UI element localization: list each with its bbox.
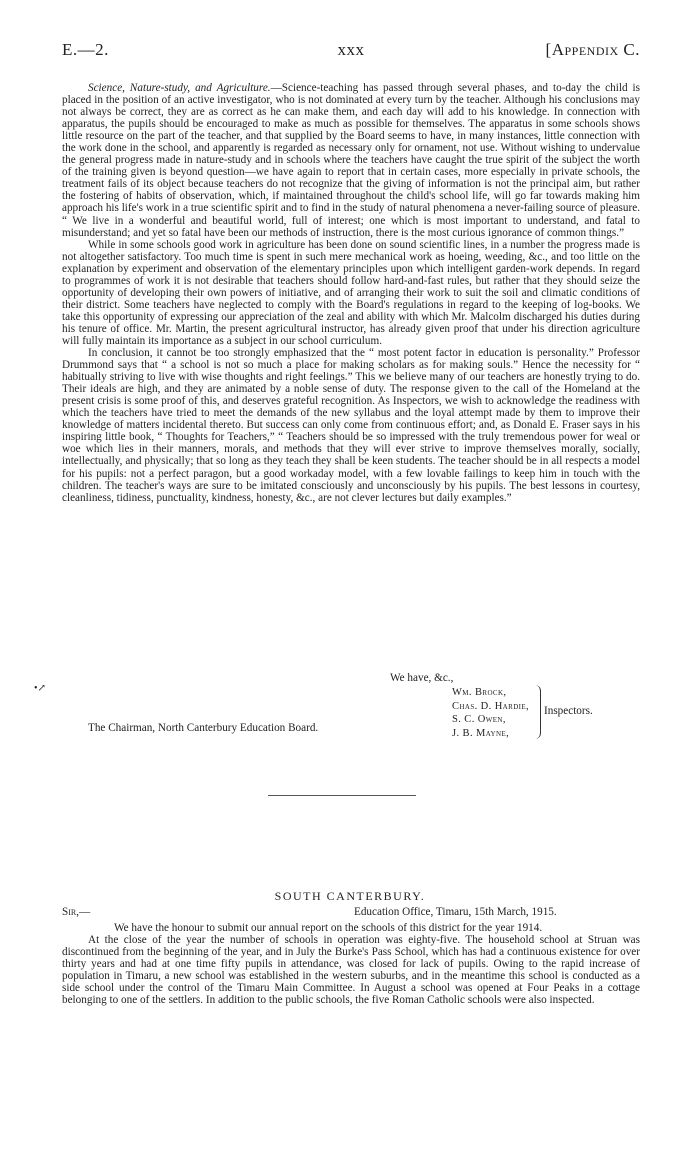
addressee: The Chairman, North Canterbury Education Board. xyxy=(88,722,319,734)
science-lead: Science, Nature-study, and Agriculture. xyxy=(88,82,271,94)
signatory-name: Wm. Brock, xyxy=(452,687,507,698)
science-paragraph xyxy=(62,82,640,239)
section-title: SOUTH CANTERBURY. xyxy=(274,889,426,903)
signatory-name: J. B. Mayne, xyxy=(452,727,510,739)
header-right: [Appendix C. xyxy=(545,40,640,59)
signatory-role: Inspectors. xyxy=(544,705,593,717)
science-text: —Science-teaching has passed through several phases, and to-day the child is placed in the position of an active investigator, who is not dominated at every turn by the teacher. Although his conclusions may not always be correct, they are as correct as he can make them, and each day will add to his knowledge. In connection with apparatus, the pupils should be encouraged to make as much as possible for themselves. The apparatus in some schools shows little resource on the part of the teacher, and that supplied by the Board seems to have, in many instances, little connection with the work done in the school, and apparently is regarded as necessary only for ornament, not use. Without wishing to undervalue the general progress made in nature-study and in schools where the teachers have caught the true spirit of the subject the worth of the training given is beyond question—we have again to report that in certain cases, more especially in private schools, the treatment fails of its object because teachers do not recognize that the giving of information is not the principal aim, but rather the fostering of habits of observation, which, if maintained throughout the child's school life, will go far towards making him approach his life's work in a true scientific spirit and to find in the study of natural phenomena a never-failing source of pleasure. “ We live in a wonderful and beautiful world, full of interest; one which is most important to understand, and fatal to misunderstand; and yet so fatal have been our methods of instruction, there is the most curious ignorance of common things.” xyxy=(62,82,640,239)
intro-paragraph: We have the honour to submit our annual report on the schools of this district for the year 1914. xyxy=(114,922,543,934)
page-header xyxy=(62,40,640,66)
salutation: Sir,— xyxy=(62,906,91,918)
south-canterbury-report-body xyxy=(62,922,640,1006)
schools-paragraph: At the close of the year the number of schools in operation was eighty-five. The household school at Struan was discontinued from the beginning of the year, and in July the Burke's Pass School, which has had a continuous existence for over thirty years and had at one time fifty pupils in attendance, was closed for lack of pupils. Owing to the rapid increase of population in Timaru, a new school was established in the western suburbs, and in the meantime this school is conducted as a side school under the control of the Timaru Main Committee. In August a school was opened at Four Peaks in a cottage belonging to one of the settlers. In addition to the public schools, the five Roman Catholic schools were also inspected. xyxy=(62,934,640,1007)
header-left: E.—2. xyxy=(62,40,109,59)
header-page-number: xxx xyxy=(337,40,365,59)
closing-phrase: We have, &c., xyxy=(390,672,454,684)
signatory-brace xyxy=(534,685,541,739)
conclusion-paragraph: In conclusion, it cannot be too strongly emphasized that the “ most potent factor in education is personality.” Professor Drummond says that “ a school is not so much a place for making scholars as for making souls.” Hence the necessity for “ habitually striving to live with wise thoughts and right feelings.” This we believe many of our teachers are honestly trying to do. Their ideals are high, and they are animated by a noble sense of duty. The response given to the call of the Homeland at the present crisis is some proof of this, and deserves grateful recognition. As Inspectors, we wish to acknowledge the readiness with which the teachers have tried to meet the demands of the new syllabus and the loyal attempt made by them to improve their knowledge of matters incidental thereto. But success can only come from continuous effort; and, as Donald E. Fraser says in his inspiring little book, “ Thoughts for Teachers,” “ Teachers should be so impressed with the truly tremendous power for weal or woe which lies in their manners, morals, and methods that they will ever strive to improve themselves morally, socially, intellectually, and physically; that so long as they teach they shall be keen students. The teacher should be in all respects a model for his pupils: not a perfect paragon, but a good workaday model, with a few lovable failings to keep him in touch with the children. The teacher's ways are sure to be imitated consciously and unconsciously by his pupils. The best lessons in courtesy, cleanliness, tidiness, punctuality, kindness, honesty, &c., are not clever lectures but daily examples.” xyxy=(62,347,640,504)
signatory-list xyxy=(452,686,529,740)
dateline: Education Office, Timaru, 15th March, 1915. xyxy=(354,906,557,918)
section-divider xyxy=(268,795,416,796)
marginal-mark: •↗ xyxy=(34,683,46,694)
agriculture-paragraph: While in some schools good work in agriculture has been done on sound scientific lines, in a number the progress made is not altogether satisfactory. Too much time is spent in such mere mechanical work as hoeing, weeding, &c., and too little on the explanation by experiment and observation of the elementary principles upon which intelligent garden-work depends. In regard to programmes of work it is not desirable that teachers should follow hard-and-fast rules, but rather that they should seize the opportunity of developing their own powers of initiative, and of arranging their work to suit the soil and climatic conditions of their district. Some teachers have neglected to comply with the Board's regulations in regard to the keeping of log-books. We take this opportunity of expressing our appreciation of the zeal and ability with which Mr. Malcolm discharged his duties during his tenure of office. Mr. Martin, the present agricultural instructor, has already given proof that under his direction agriculture will fully maintain its importance as a subject in our school curriculum. xyxy=(62,238,640,347)
signatory-name: Chas. D. Hardie, xyxy=(452,700,530,712)
north-canterbury-report-body xyxy=(62,82,640,504)
signatory-name: S. C. Owen, xyxy=(452,714,506,725)
